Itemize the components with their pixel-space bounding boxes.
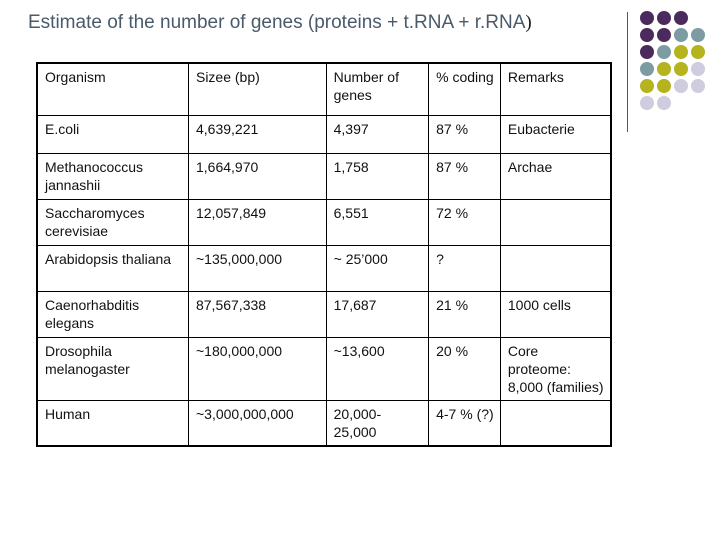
cell-remarks: Core proteome: 8,000 (families) [500, 337, 611, 400]
table-row [37, 245, 611, 291]
cell-gene-count: 6,551 [326, 199, 428, 245]
slide-title-text: Estimate of the number of genes (proteins + t.RNA + r.RNA [28, 12, 526, 33]
cell-remarks [500, 199, 611, 245]
decorative-dot [640, 79, 654, 93]
table-row [37, 153, 611, 199]
decorative-dot [674, 28, 688, 42]
cell-organism: Arabidopsis thaliana [37, 245, 188, 291]
genome-table [36, 62, 612, 447]
table-header-row [37, 63, 611, 115]
cell-remarks [500, 245, 611, 291]
cell-gene-count: 1,758 [326, 153, 428, 199]
cell-size: ~135,000,000 [188, 245, 326, 291]
cell-gene-count: ~ 25’000 [326, 245, 428, 291]
cell-size: 4,639,221 [188, 115, 326, 153]
cell-size: 1,664,970 [188, 153, 326, 199]
cell-coding: ? [429, 245, 501, 291]
cell-organism: Drosophila melanogaster [37, 337, 188, 400]
table-row [37, 337, 611, 400]
cell-coding: 21 % [429, 291, 501, 337]
cell-size: ~3,000,000,000 [188, 400, 326, 446]
slide-title [28, 12, 532, 34]
header-size: Sizee (bp) [188, 63, 326, 115]
cell-size: 12,057,849 [188, 199, 326, 245]
header-gene-count: Number of genes [326, 63, 428, 115]
decorative-dot [657, 62, 671, 76]
slide-title-paren: ) [525, 12, 532, 33]
cell-remarks: Eubacterie [500, 115, 611, 153]
decorative-dot [674, 45, 688, 59]
decorative-dot [691, 28, 705, 42]
cell-size: ~180,000,000 [188, 337, 326, 400]
cell-coding: 72 % [429, 199, 501, 245]
cell-gene-count: 17,687 [326, 291, 428, 337]
decorative-dot [640, 96, 654, 110]
cell-remarks [500, 400, 611, 446]
cell-coding: 20 % [429, 337, 501, 400]
decorative-dot [640, 62, 654, 76]
cell-coding: 87 % [429, 153, 501, 199]
table-row [37, 199, 611, 245]
decorative-vertical-line [627, 12, 628, 132]
cell-gene-count: 4,397 [326, 115, 428, 153]
cell-organism: Saccharomyces cerevisiae [37, 199, 188, 245]
header-coding: % coding [429, 63, 501, 115]
decorative-dot [691, 79, 705, 93]
decorative-dot [657, 96, 671, 110]
cell-remarks: 1000 cells [500, 291, 611, 337]
cell-coding: 4-7 % (?) [429, 400, 501, 446]
cell-organism: Human [37, 400, 188, 446]
table-row [37, 115, 611, 153]
decorative-dot [691, 62, 705, 76]
cell-coding: 87 % [429, 115, 501, 153]
decorative-dot [640, 45, 654, 59]
decorative-dot [657, 45, 671, 59]
header-remarks: Remarks [500, 63, 611, 115]
cell-size: 87,567,338 [188, 291, 326, 337]
cell-organism: E.coli [37, 115, 188, 153]
cell-organism: Methanococcus jannashii [37, 153, 188, 199]
decorative-dot [674, 79, 688, 93]
decorative-dot [640, 28, 654, 42]
cell-gene-count: ~13,600 [326, 337, 428, 400]
decorative-dot [640, 11, 654, 25]
decorative-dot [657, 11, 671, 25]
decorative-dot [657, 28, 671, 42]
cell-gene-count: 20,000-25,000 [326, 400, 428, 446]
decorative-dot [691, 45, 705, 59]
decorative-dot [657, 79, 671, 93]
table-row [37, 291, 611, 337]
header-organism: Organism [37, 63, 188, 115]
cell-organism: Caenorhabditis elegans [37, 291, 188, 337]
decorative-dot [674, 11, 688, 25]
cell-remarks: Archae [500, 153, 611, 199]
table-row [37, 400, 611, 446]
decorative-dot [674, 62, 688, 76]
